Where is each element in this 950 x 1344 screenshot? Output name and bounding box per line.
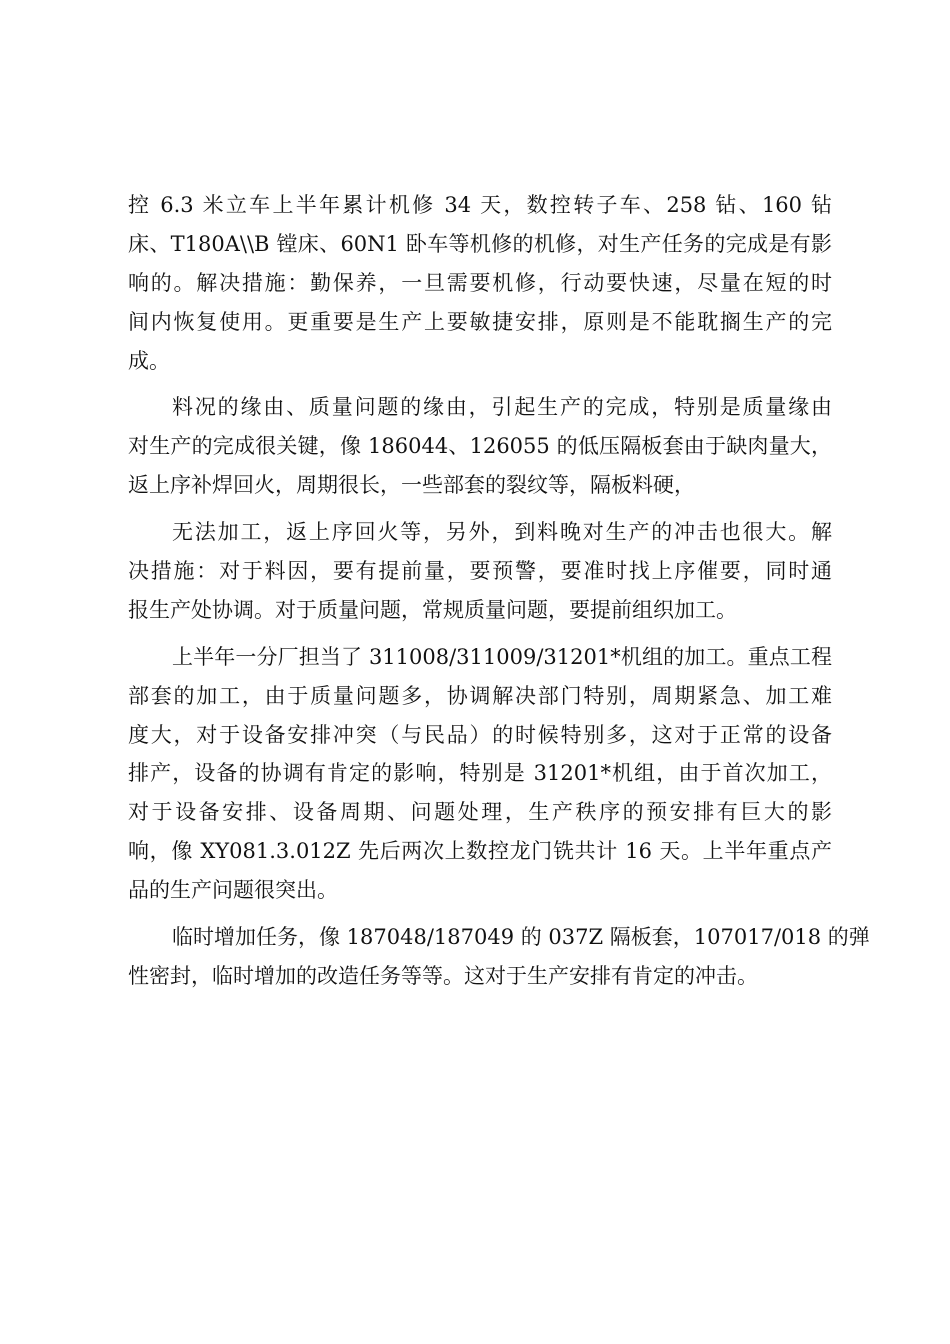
text-line: 成。 [128,348,170,373]
text-line: 床、T180A\\B 镗床、60N1 卧车等机修的机修，对生产任务的完成是有影 [128,231,832,256]
paragraph-2 [128,388,832,505]
text-line: 间内恢复使用。更重要是生产上要敏捷安排，原则是不能耽搁生产的完 [128,309,832,334]
document-body [128,186,870,996]
paragraph-1 [128,186,832,380]
text-line: 对生产的完成很关键，像 186044、126055 的低压隔板套由于缺肉量大， [128,434,832,459]
text-line: 排产，设备的协调有肯定的影响，特别是 31201*机组，由于首次加工， [128,761,832,786]
text-line: 品的生产问题很突出。 [128,878,338,903]
paragraph-4 [128,638,832,910]
text-line: 报生产处协调。对于质量问题，常规质量问题，要提前组织加工。 [128,597,737,622]
text-line: 对于设备安排、设备周期、问题处理，生产秩序的预安排有巨大的影 [128,800,832,825]
text-line: 决措施：对于料因，要有提前量，要预警，要准时找上序催要，同时通 [128,559,832,584]
text-line: 部套的加工，由于质量问题多，协调解决部门特别，周期紧急、加工难 [128,683,832,708]
text-line: 控 6.3 米立车上半年累计机修 34 天，数控转子车、258 钻、160 钻 [128,193,832,217]
text-line: 性密封，临时增加的改造任务等等。这对于生产安排有肯定的冲击。 [128,963,758,988]
text-line: 料况的缘由、质量问题的缘由，引起生产的完成，特别是质量缘由 [172,395,832,420]
text-line: 响的。解决措施：勤保养，一旦需要机修，行动要快速，尽量在短的时 [128,270,832,295]
text-line: 临时增加任务，像 187048/187049 的 037Z 隔板套，107017/018 的弹 [172,925,870,950]
paragraph-5 [128,918,870,996]
paragraph-3 [128,513,832,630]
text-line: 无法加工，返上序回火等，另外，到料晚对生产的冲击也很大。解 [172,520,832,545]
text-line: 返上序补焊回火，周期很长，一些部套的裂纹等，隔板料硬， [128,473,695,498]
text-line: 度大，对于设备安排冲突（与民品）的时候特别多，这对于正常的设备 [128,722,832,747]
text-line: 响，像 XY081.3.012Z 先后两次上数控龙门铣共计 16 天。上半年重点产 [128,839,832,864]
text-line: 上半年一分厂担当了 311008/311009/31201*机组的加工。重点工程 [172,644,832,669]
